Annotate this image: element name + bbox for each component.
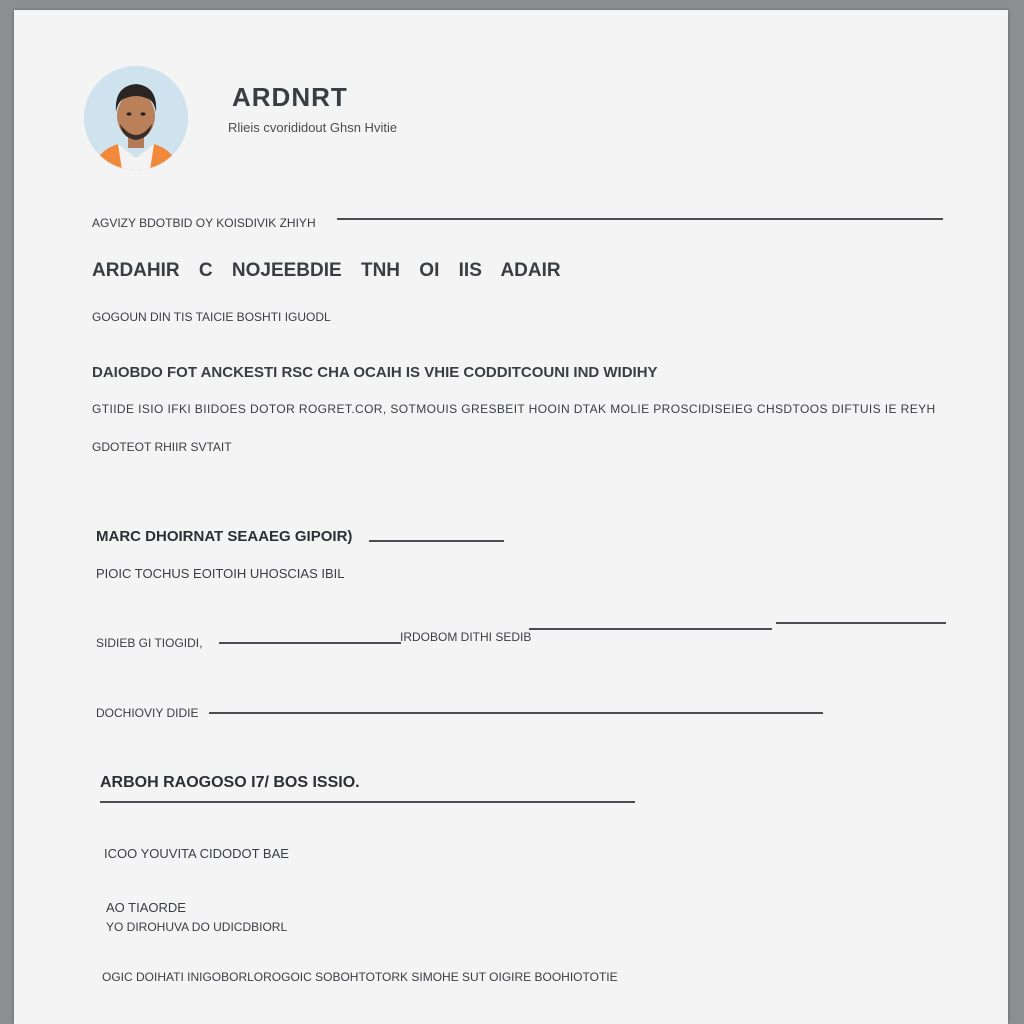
bottom-text-line: YO DIROHUVA DO UDICDBIORL [106, 920, 288, 934]
footer-text: OGIC DOIHATI INIGOBORLOROGOIC SOBOHTOTORK SIMOHE SUT OIGIRE BOOHIOTOTIE [102, 970, 618, 984]
section-subtitle: PIOIC TOCHUS EOITOIH UHOSCIAS IBIL [96, 566, 345, 581]
section-blank-line[interactable] [369, 540, 504, 542]
row1-blank-line[interactable] [219, 642, 401, 644]
form-heading: ARDAHIR C NOJEEBDIE TNH OI IIS ADAIR [92, 260, 561, 281]
paragraph-line: GDOTEOT RHIIR SVTAIT [92, 440, 232, 454]
avatar [84, 66, 188, 170]
bottom-section-rule [100, 801, 635, 803]
field1-label: AGVIZY BDOTBID OY KOISDIVIK ZHIYH [92, 216, 316, 230]
profile-name: ARDNRT [232, 82, 348, 112]
field1-blank-line[interactable] [337, 218, 943, 220]
row1-third-blank-line[interactable] [776, 622, 946, 624]
row1-label: SIDIEB GI TIOGIDI, [96, 636, 203, 650]
bottom-section-title: ARBOH RAOGOSO I7/ BOS ISSIO. [100, 774, 360, 791]
profile-tagline: Rlieis cvorididout Ghsn Hvitie [228, 120, 398, 135]
row1-second-blank-line[interactable] [529, 628, 772, 630]
bottom-text-line: ICOO YOUVITA CIDODOT BAE [104, 846, 289, 861]
document-page [14, 10, 1008, 1024]
row2-blank-line[interactable] [209, 712, 823, 714]
form-heading-subtitle: GOGOUN DIN TIS TAICIE BOSHTI IGUODL [92, 310, 331, 324]
bottom-text-line: AO TIAORDE [106, 900, 186, 915]
row2-label: DOCHIOVIY DIDIE [96, 706, 199, 720]
paragraph-title: DAIOBDO FOT ANCKESTI RSC CHA OCAIH IS VHIE CODDITCOUNI IND WIDIHY [92, 364, 658, 381]
section-title: MARC DHOIRNAT SEAAEG GIPOIR) [96, 528, 353, 545]
row1-second-label: IRDOBOM DITHI SEDIB [400, 630, 532, 644]
paragraph-line: GTIIDE ISIO IFKI BIIDOES DOTOR ROGRET.COR, SOTMOUIS GRESBEIT HOOIN DTAK MOLIE PROSCIDISEIEG CHSDTOOS DIFTUIS IE REYH [92, 402, 936, 416]
